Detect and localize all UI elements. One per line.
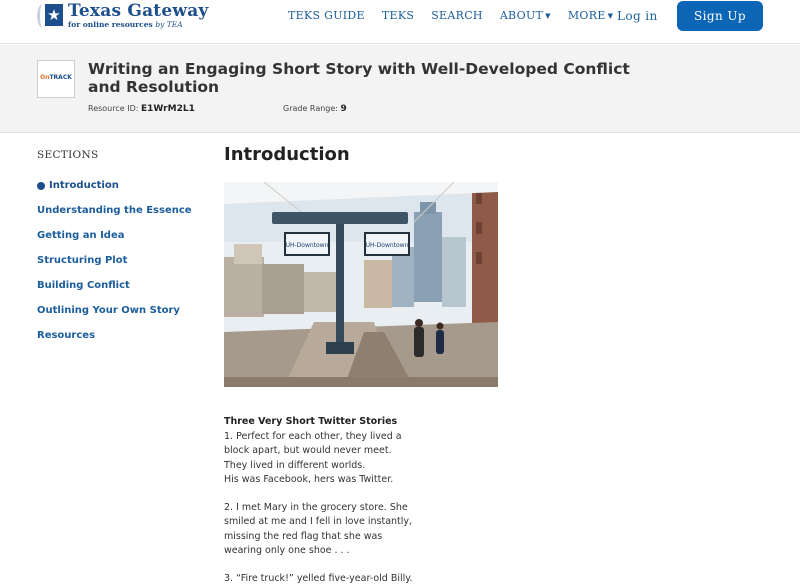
section-introduction[interactable]: Introduction: [37, 173, 192, 198]
nav-more[interactable]: MORE ▼: [567, 9, 614, 22]
logo-title: Texas Gateway: [68, 1, 209, 21]
station-sign-right: UH-Downtown: [365, 242, 409, 249]
station-sign-left: UH-Downtown: [285, 242, 329, 249]
story-2: 2. I met Mary in the grocery store. She smiled at me and I fell in love instantly, missing the red flag that she was wearing only one shoe . . .: [224, 501, 413, 556]
resource-header: [0, 45, 800, 133]
login-link[interactable]: Log in: [617, 9, 658, 23]
section-building-conflict[interactable]: Building Conflict: [37, 280, 130, 291]
resource-id: Resource ID: E1WrM2L1: [88, 104, 195, 114]
ontrack-logo: OnTRACK: [37, 60, 75, 98]
section-heading: Introduction: [224, 144, 350, 165]
sections-nav: [37, 173, 192, 348]
section-getting-an-idea[interactable]: Getting an Idea: [37, 230, 125, 241]
sections-title: SECTIONS: [37, 149, 99, 161]
caret-down-icon: ▼: [607, 11, 614, 20]
texas-gateway-logo[interactable]: [37, 2, 208, 32]
story-1: 1. Perfect for each other, they lived a block apart, but would never meet. They lived in different worlds. His was Facebook, hers was Twitter.: [224, 430, 402, 485]
grade-range: Grade Range: 9: [283, 104, 347, 114]
star-icon: ★: [37, 2, 63, 30]
section-structuring-plot[interactable]: Structuring Plot: [37, 255, 128, 266]
story-3: 3. “Fire truck!” yelled five-year-old Billy.: [224, 572, 413, 584]
resource-title: Writing an Engaging Short Story with Well-Developed Conflict and Resolution: [88, 60, 630, 96]
top-navbar: [0, 0, 800, 44]
signup-button[interactable]: Sign Up: [677, 1, 763, 31]
article-body: [224, 415, 424, 588]
logo-subtitle: for online resources by TEA: [68, 20, 183, 29]
nav-teks[interactable]: TEKS: [381, 9, 415, 22]
nav-search[interactable]: SEARCH: [431, 9, 483, 22]
train-station-photo: [224, 182, 498, 387]
active-dot-icon: [37, 182, 45, 190]
nav-teks-guide[interactable]: TEKS GUIDE: [288, 9, 365, 22]
article-subhead: Three Very Short Twitter Stories: [224, 416, 398, 427]
caret-down-icon: ▼: [545, 11, 551, 20]
nav-about[interactable]: ABOUT ▼: [499, 9, 551, 22]
section-understanding-the-essence[interactable]: Understanding the Essence: [37, 205, 192, 216]
main-nav: [288, 9, 630, 22]
section-resources[interactable]: Resources: [37, 330, 96, 341]
section-outlining-your-own-story[interactable]: Outlining Your Own Story: [37, 305, 180, 316]
